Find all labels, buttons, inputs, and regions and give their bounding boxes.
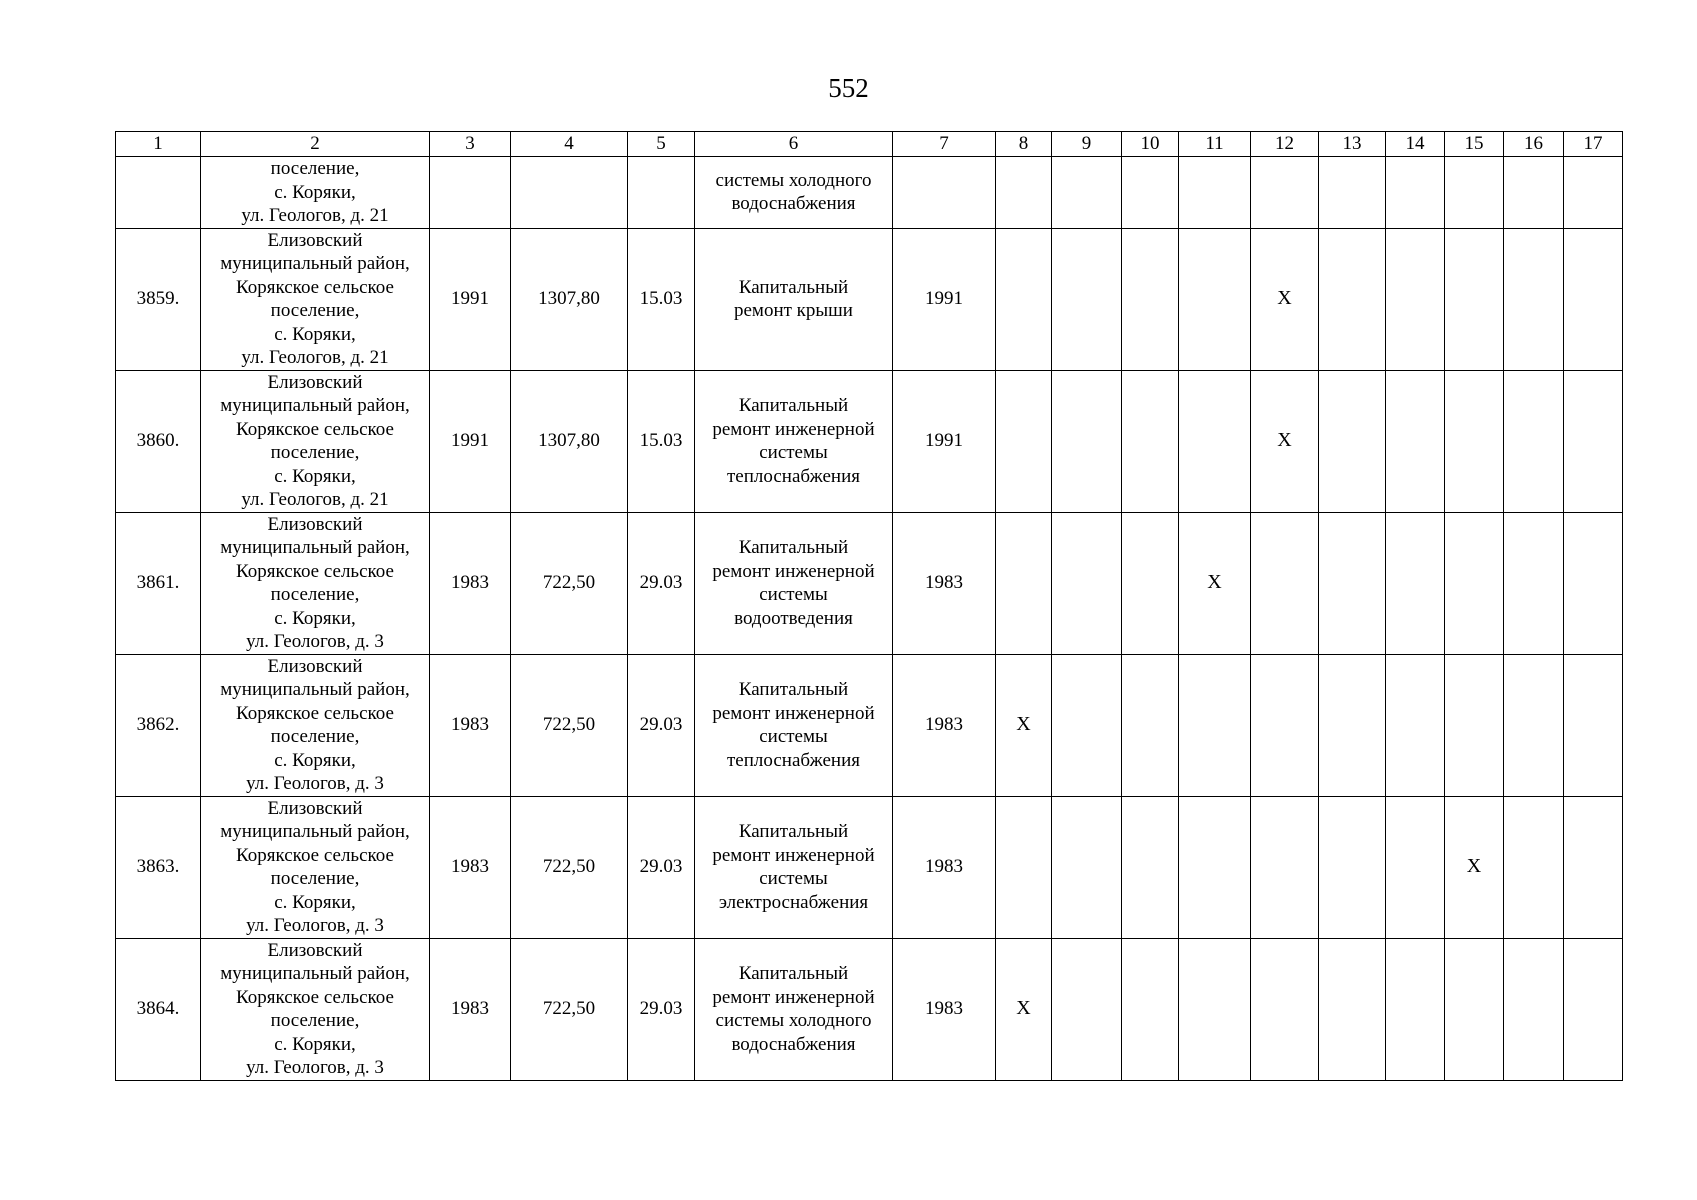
work-type-line: Капитальный: [738, 276, 849, 298]
continuation-row: [116, 157, 1623, 229]
repair-register-table: [115, 131, 1623, 1081]
year-cell: 1983: [893, 938, 996, 1080]
cell-col-8: [996, 796, 1052, 938]
year-cell: 1983: [893, 654, 996, 796]
address-line: муниципальный район,: [220, 395, 410, 416]
table-row: [116, 228, 1623, 370]
work-type-line: системы холодного: [715, 1010, 872, 1031]
work-type-cell: [695, 228, 893, 370]
area-cell: 1307,80: [511, 228, 628, 370]
work-type-cell: [695, 654, 893, 796]
column-header-1: 1: [116, 132, 201, 157]
cell-col-14: [1386, 157, 1445, 229]
code-cell: 29.03: [628, 512, 695, 654]
address-line: с. Коряки,: [274, 465, 356, 487]
number-cell: 3860.: [116, 370, 201, 512]
address-line: ул. Геологов, д. 21: [241, 205, 389, 226]
area-cell: 722,50: [511, 512, 628, 654]
work-type-line: водоотведения: [734, 607, 853, 629]
address-line: с. Коряки,: [274, 749, 356, 771]
cell-col-8: [996, 157, 1052, 229]
cell-col-10: [1122, 157, 1179, 229]
cell-col-9: [1052, 654, 1122, 796]
cell-col-14: [1386, 512, 1445, 654]
code-cell: 29.03: [628, 796, 695, 938]
address-line: поселение,: [270, 584, 360, 605]
address-line: Корякское сельское: [236, 844, 394, 866]
cell-col-9: [1052, 157, 1122, 229]
mark-cell: X: [996, 938, 1052, 1080]
cell-col-9: [1052, 796, 1122, 938]
cell-col-17: [1564, 796, 1623, 938]
address-line: с. Коряки,: [274, 181, 356, 203]
address-line: Елизовский: [267, 939, 363, 961]
year-cell: 1991: [893, 228, 996, 370]
cell-col-10: [1122, 512, 1179, 654]
column-header-7: 7: [893, 132, 996, 157]
work-type-cell: [695, 796, 893, 938]
code-cell: 15.03: [628, 370, 695, 512]
column-header-17: 17: [1564, 132, 1623, 157]
work-type-line: Капитальный: [738, 537, 849, 558]
area-cell: 722,50: [511, 938, 628, 1080]
address-line: Корякское сельское: [236, 702, 394, 724]
address-line: муниципальный район,: [220, 963, 410, 984]
work-type-line: системы: [759, 868, 828, 889]
cell-col-13: [1319, 796, 1386, 938]
address-line: с. Коряки,: [274, 891, 356, 913]
cell-col-9: [1052, 938, 1122, 1080]
code-cell: 29.03: [628, 938, 695, 1080]
cell-col-16: [1504, 228, 1564, 370]
cell-col-14: [1386, 228, 1445, 370]
address-line: ул. Геологов, д. 3: [246, 631, 384, 652]
number-cell: 3863.: [116, 796, 201, 938]
address-line: Елизовский: [267, 229, 363, 251]
cell-col-7: [893, 157, 996, 229]
year-cell: 1983: [893, 796, 996, 938]
page-number: 552: [828, 73, 869, 103]
work-type-line: ремонт инженерной: [712, 702, 875, 724]
cell-col-10: [1122, 654, 1179, 796]
mark-cell: X: [1179, 512, 1251, 654]
cell-col-11: [1179, 796, 1251, 938]
address-line: Елизовский: [267, 371, 363, 393]
work-type-line: ремонт инженерной: [712, 844, 875, 866]
address-line: с. Коряки,: [274, 1033, 356, 1055]
column-header-6: 6: [695, 132, 893, 157]
column-header-16: 16: [1504, 132, 1564, 157]
cell-col-8: [996, 228, 1052, 370]
address-line: муниципальный район,: [220, 537, 410, 558]
area-cell: 722,50: [511, 796, 628, 938]
work-type-cell: [695, 157, 893, 229]
work-type-cell: [695, 512, 893, 654]
cell-col-17: [1564, 370, 1623, 512]
year-built-cell: 1991: [430, 370, 511, 512]
header-row: [116, 132, 1623, 157]
area-cell: 722,50: [511, 654, 628, 796]
cell-col-11: [1179, 157, 1251, 229]
address-line: ул. Геологов, д. 21: [241, 347, 389, 368]
column-header-15: 15: [1445, 132, 1504, 157]
work-type-line: Капитальный: [738, 821, 849, 842]
cell-col-12: [1251, 938, 1319, 1080]
year-built-cell: 1991: [430, 228, 511, 370]
column-header-8: 8: [996, 132, 1052, 157]
year-built-cell: 1983: [430, 796, 511, 938]
address-line: с. Коряки,: [274, 607, 356, 629]
column-header-13: 13: [1319, 132, 1386, 157]
address-line: поселение,: [270, 726, 360, 747]
address-line: Корякское сельское: [236, 986, 394, 1008]
mark-cell: X: [1251, 228, 1319, 370]
cell-col-16: [1504, 512, 1564, 654]
column-header-11: 11: [1179, 132, 1251, 157]
cell-col-15: [1445, 228, 1504, 370]
code-cell: [628, 157, 695, 229]
table-row: [116, 654, 1623, 796]
cell-col-11: [1179, 370, 1251, 512]
column-header-4: 4: [511, 132, 628, 157]
work-type-line: ремонт инженерной: [712, 560, 875, 582]
address-cell: [201, 370, 430, 512]
table-row: [116, 512, 1623, 654]
work-type-line: теплоснабжения: [727, 465, 860, 487]
address-cell: [201, 157, 430, 229]
cell-col-10: [1122, 228, 1179, 370]
cell-col-15: [1445, 157, 1504, 229]
cell-col-13: [1319, 654, 1386, 796]
cell-col-17: [1564, 228, 1623, 370]
column-header-10: 10: [1122, 132, 1179, 157]
year-cell: 1983: [893, 512, 996, 654]
work-type-line: Капитальный: [738, 963, 849, 984]
work-type-line: ремонт крыши: [734, 300, 853, 321]
address-line: поселение,: [270, 442, 360, 463]
address-line: поселение,: [270, 158, 360, 179]
cell-col-13: [1319, 228, 1386, 370]
address-line: Корякское сельское: [236, 418, 394, 440]
year-built-cell: 1983: [430, 512, 511, 654]
work-type-line: системы: [759, 726, 828, 747]
area-cell: [511, 157, 628, 229]
address-line: ул. Геологов, д. 3: [246, 1057, 384, 1078]
address-line: поселение,: [270, 300, 360, 321]
work-type-line: водоснабжения: [731, 193, 856, 215]
address-cell: [201, 654, 430, 796]
address-line: муниципальный район,: [220, 679, 410, 700]
cell-col-17: [1564, 512, 1623, 654]
table-row: [116, 370, 1623, 512]
column-header-12: 12: [1251, 132, 1319, 157]
cell-col-12: [1251, 512, 1319, 654]
work-type-line: водоснабжения: [731, 1033, 856, 1055]
address-line: ул. Геологов, д. 3: [246, 773, 384, 794]
cell-col-11: [1179, 654, 1251, 796]
column-number-header: [116, 132, 1623, 157]
column-header-5: 5: [628, 132, 695, 157]
cell-col-9: [1052, 512, 1122, 654]
address-line: муниципальный район,: [220, 821, 410, 842]
address-line: муниципальный район,: [220, 253, 410, 274]
work-type-line: Капитальный: [738, 679, 849, 700]
number-cell: [116, 157, 201, 229]
column-header-2: 2: [201, 132, 430, 157]
cell-col-14: [1386, 370, 1445, 512]
column-header-3: 3: [430, 132, 511, 157]
area-cell: 1307,80: [511, 370, 628, 512]
number-cell: 3859.: [116, 228, 201, 370]
cell-col-13: [1319, 157, 1386, 229]
cell-col-11: [1179, 228, 1251, 370]
cell-col-12: [1251, 796, 1319, 938]
address-line: Елизовский: [267, 797, 363, 819]
cell-col-17: [1564, 938, 1623, 1080]
address-line: поселение,: [270, 1010, 360, 1031]
year-built-cell: 1983: [430, 654, 511, 796]
year-cell: 1991: [893, 370, 996, 512]
cell-col-16: [1504, 796, 1564, 938]
address-line: ул. Геологов, д. 3: [246, 915, 384, 936]
number-cell: 3864.: [116, 938, 201, 1080]
address-line: с. Коряки,: [274, 323, 356, 345]
table-row: [116, 796, 1623, 938]
address-line: Корякское сельское: [236, 276, 394, 298]
cell-col-8: [996, 370, 1052, 512]
address-line: Елизовский: [267, 655, 363, 677]
number-cell: 3862.: [116, 654, 201, 796]
cell-col-15: [1445, 938, 1504, 1080]
cell-col-14: [1386, 796, 1445, 938]
cell-col-9: [1052, 228, 1122, 370]
address-cell: [201, 512, 430, 654]
cell-col-10: [1122, 938, 1179, 1080]
table-row: [116, 938, 1623, 1080]
work-type-cell: [695, 370, 893, 512]
year-built-cell: [430, 157, 511, 229]
mark-cell: X: [1445, 796, 1504, 938]
cell-col-10: [1122, 370, 1179, 512]
column-header-14: 14: [1386, 132, 1445, 157]
cell-col-16: [1504, 938, 1564, 1080]
number-cell: 3861.: [116, 512, 201, 654]
cell-col-16: [1504, 157, 1564, 229]
cell-col-17: [1564, 157, 1623, 229]
work-type-line: системы холодного: [715, 169, 872, 191]
work-type-cell: [695, 938, 893, 1080]
work-type-line: электроснабжения: [718, 891, 869, 913]
cell-col-12: [1251, 157, 1319, 229]
cell-col-13: [1319, 370, 1386, 512]
work-type-line: ремонт инженерной: [712, 418, 875, 440]
cell-col-8: [996, 512, 1052, 654]
mark-cell: X: [996, 654, 1052, 796]
address-line: Елизовский: [267, 513, 363, 535]
address-line: поселение,: [270, 868, 360, 889]
column-header-9: 9: [1052, 132, 1122, 157]
cell-col-10: [1122, 796, 1179, 938]
cell-col-14: [1386, 654, 1445, 796]
address-line: Корякское сельское: [236, 560, 394, 582]
work-type-line: системы: [759, 442, 828, 463]
address-cell: [201, 228, 430, 370]
cell-col-15: [1445, 512, 1504, 654]
code-cell: 29.03: [628, 654, 695, 796]
work-type-line: системы: [759, 584, 828, 605]
work-type-line: теплоснабжения: [727, 749, 860, 771]
cell-col-15: [1445, 370, 1504, 512]
cell-col-13: [1319, 938, 1386, 1080]
cell-col-15: [1445, 654, 1504, 796]
mark-cell: X: [1251, 370, 1319, 512]
table-body: [116, 157, 1623, 1081]
cell-col-12: [1251, 654, 1319, 796]
work-type-line: ремонт инженерной: [712, 986, 875, 1008]
cell-col-9: [1052, 370, 1122, 512]
address-line: ул. Геологов, д. 21: [241, 489, 389, 510]
cell-col-16: [1504, 654, 1564, 796]
cell-col-17: [1564, 654, 1623, 796]
cell-col-13: [1319, 512, 1386, 654]
work-type-line: Капитальный: [738, 395, 849, 416]
code-cell: 15.03: [628, 228, 695, 370]
cell-col-16: [1504, 370, 1564, 512]
cell-col-11: [1179, 938, 1251, 1080]
year-built-cell: 1983: [430, 938, 511, 1080]
cell-col-14: [1386, 938, 1445, 1080]
address-cell: [201, 796, 430, 938]
address-cell: [201, 938, 430, 1080]
